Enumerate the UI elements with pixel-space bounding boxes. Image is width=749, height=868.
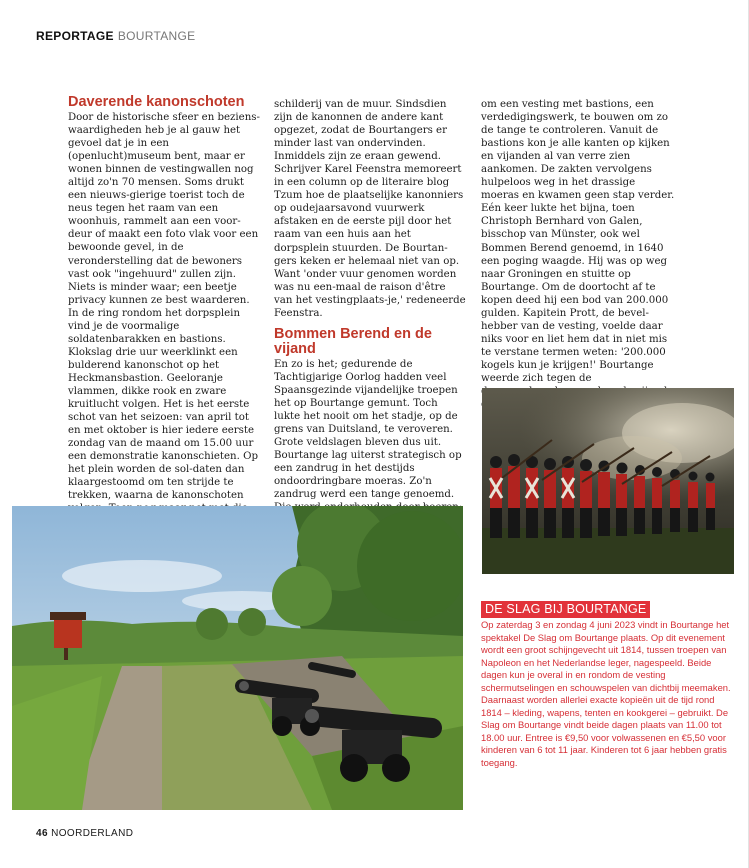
article-column-3 bbox=[481, 98, 675, 411]
magazine-name: NOORDERLAND bbox=[51, 828, 134, 839]
paragraph: schilderij van de muur. Sindsdien zijn de kanonnen de andere kant opgezet, zodat de Bourtangers er minder last van ondervinden. Inmiddels zijn ze eraan gewend. Schrijver Karel Feenstra memoreert in een column op de literaire blog Tzum hoe de plaatselijke kanonniers op oudejaarsavond vuurwerk afstaken en de eerste pijl door het raam van een huis aan het dorpsplein stuurden. De Bourtan-gers keken er helemaal niet van op. Want 'onder vuur genomen worden was nu een-maal de raison d'être van het vestingplaats-je,' redeneerde Feenstra. bbox=[274, 99, 466, 319]
section-header bbox=[36, 29, 195, 43]
paragraph: In de ring rondom het dorpsplein vind je de voormalige soldatenbarakken en bastions. Klokslag drie uur weerklinkt een bulderend kanonschot op het Heckmansbastion. Geeloranje vlammen, dikke rook en zware kruitlucht volgen. Het is het eerste schot van het seizoen: van april tot en met oktober is hier iedere eerste zondag van de maand om 15.00 uur een demonstratie kanonschieten. Op het plein worden de sol-daten dan klaargestoomd om ten strijde te trekken, waarna de kanonschoten bbox=[68, 307, 258, 502]
event-infobox bbox=[481, 598, 731, 770]
page-footer bbox=[36, 828, 133, 839]
paragraph: om een vesting met bastions, een verdedigingswerk, te bouwen om zo de tange te controleren. Vanuit de bastions kon je alle kanten op kijken en vijanden al van verre zien aankomen. De zakten vervolgens hulpeloos weg in het drassige moeras en kwamen geen stap verder. Eén keer lukte het bijna, toen Christoph Bernhard von Galen, bisschop van Münster, ook wel Bommen Berend genoemd, in 1640 een poging waagde. Hij was op weg naar Groningen en stuitte op Bourtange. Om de doortocht af te kopen deed hij een bod van 200.000 gulden. Kapitein Prott, de bevel-hebber van de vesting, voelde daar niks voor en liet hem dat in niet mis te verstane termen weten: '200.000 kogels kun je krijgen!' Bourtange weerde zich tegen de bbox=[481, 99, 675, 384]
article-column-2 bbox=[274, 98, 466, 554]
reenactment-illustration bbox=[482, 388, 734, 574]
cannons-illustration bbox=[12, 506, 463, 810]
page-number: 46 bbox=[36, 828, 48, 839]
paragraph: En zo is het; gedurende de Tachtigjarige Oorlog hadden veel Spaansgezinde vijandelijke troepen het op Bourtange gemunt. Toch lukte het nooit om het stadje, op de grens van Duitsland, te veroveren. Grote veldslagen bleven dus uit. Bourtange lag uiterst strategisch op een zandrug in het destijds ondoordringbare moeras. Zo'n zandrug werd een tange genoemd. bbox=[274, 358, 462, 501]
reenactment-photo bbox=[482, 388, 734, 574]
header-section: BOURTANGE bbox=[117, 29, 196, 43]
heading-bommen-berend: Bommen Berend en de vijand bbox=[274, 325, 432, 357]
header-kicker: REPORTAGE bbox=[36, 29, 114, 43]
infobox-text: Op zaterdag 3 en zondag 4 juni 2023 vindt in Bourtange het spektakel De Slag om Bourtange plaats. Op dit evenement wordt een groot schijngevecht uit 1814, tussen troepen van Napoleon en het Nederlandse leger, nagespeeld. Beide dagen kun je overal in en rondom de vesting schermutselingen en schouwspelen van dichtbij meemaken. Daarnaast worden allerlei exacte kopieën uit de tijd rond 1814 – kleding, wapens, tenten en kookgerei – gebruikt. De Slag om Bourtange vindt beide dagen plaats van 11.00 tot 18.00 uur. Entree is €9,50 voor volwassenen en €5,50 voor kinderen van 6 tot 11 jaar. Kinderen tot 6 jaar hebben gratis toegang. bbox=[481, 619, 731, 769]
cannons-photo bbox=[12, 506, 463, 810]
infobox-title: DE SLAG BIJ BOURTANGE bbox=[481, 601, 650, 618]
article-column-1 bbox=[68, 95, 262, 568]
paragraph: Door de historische sfeer en beziens-waardigheden heb je al gauw het gevoel dat je in een (openlucht)museum bent, maar er wonen binnen de vestingwallen nog altijd zo'n 70 mensen. Soms drukt een nieuws-gierige toerist toch de neus tegen het raam van een woonhuis, rammelt aan een voor-deur of maakt een foto vlak voor een bewoonde gevel, in de veronderstelling dat de bewoners vast ook "ingehuurd" zullen zijn. Niets is minder waar; een beetje privacy kunnen ze best waarderen. bbox=[68, 112, 260, 306]
heading-daverende-kanonschoten: Daverende kanonschoten bbox=[68, 94, 245, 110]
